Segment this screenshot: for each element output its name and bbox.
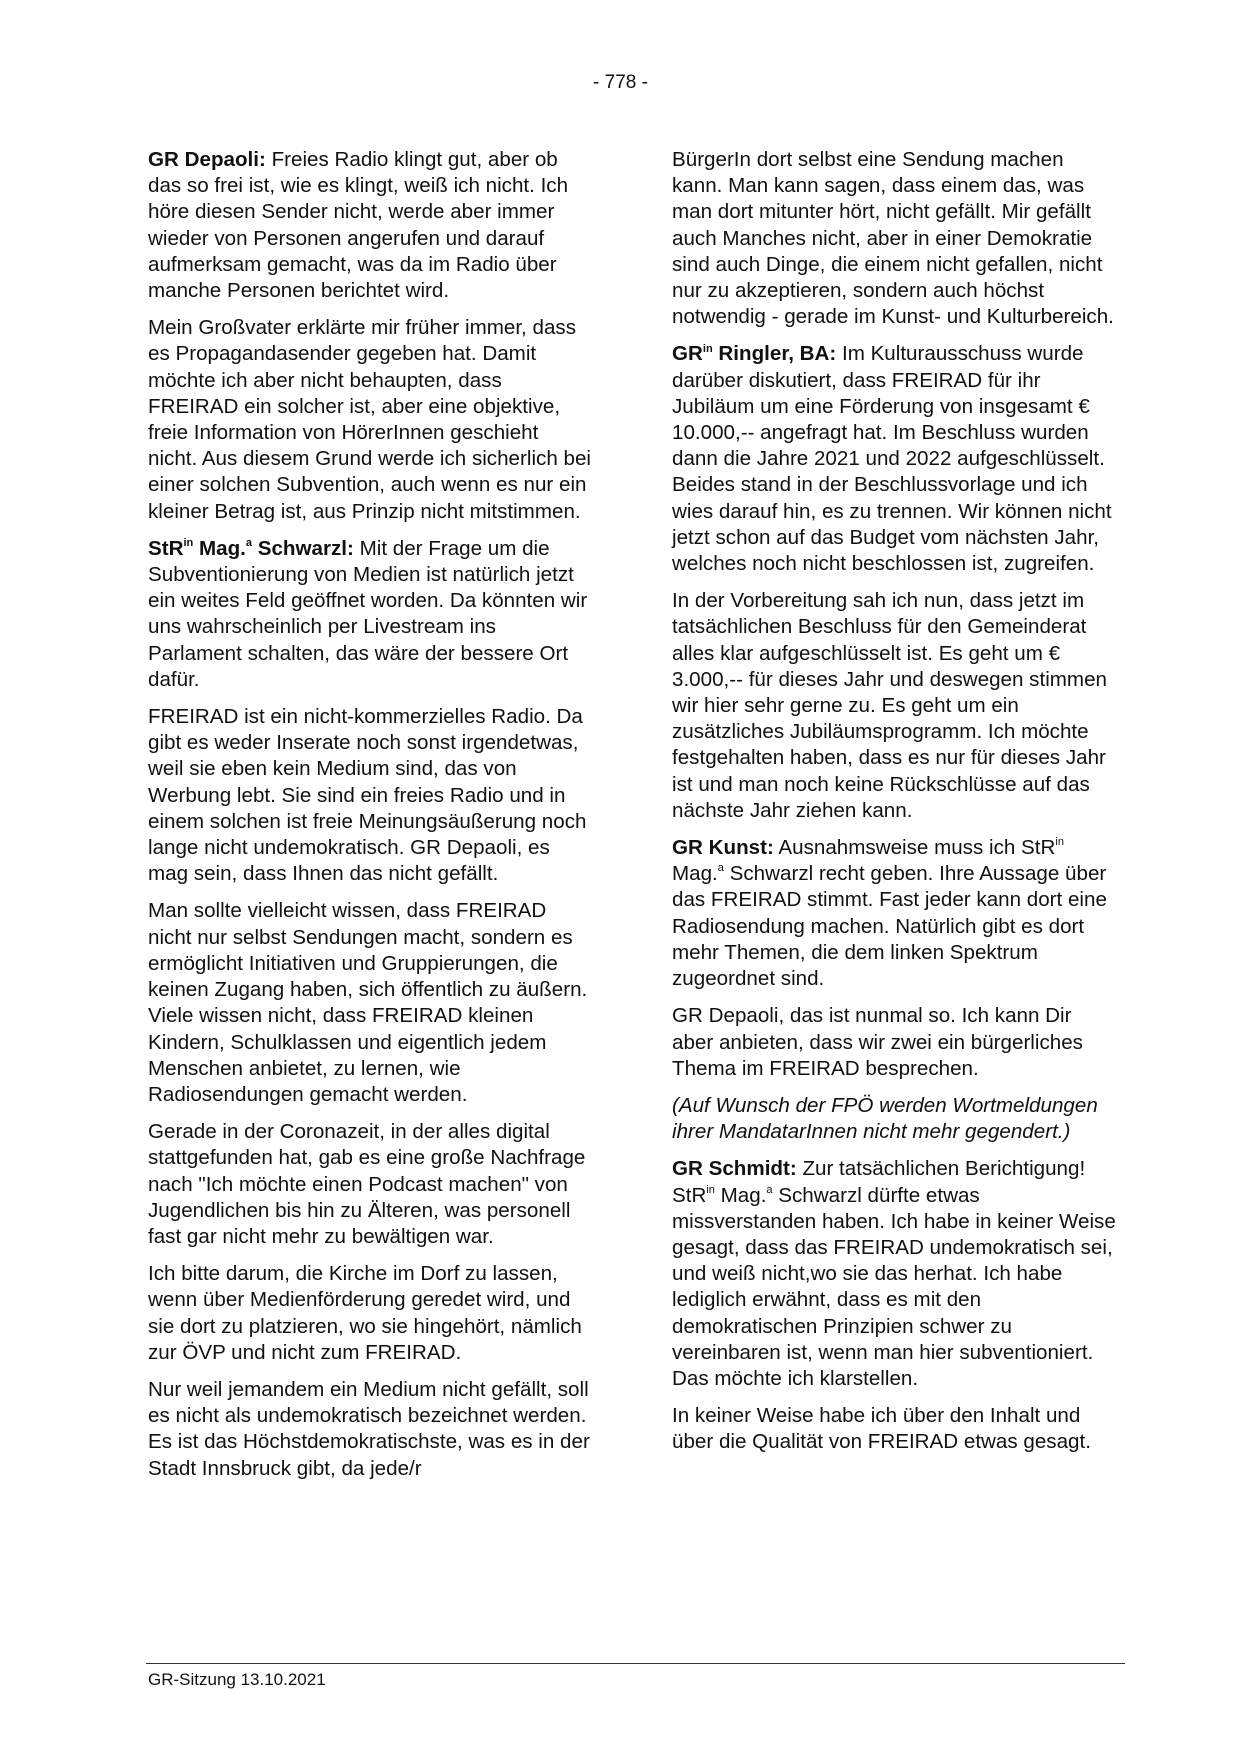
speaker-name: $GR^{in}$ Ringler, BA: bbox=[672, 342, 837, 366]
paragraph: GR Depaoli, das ist nunmal so. Ich kann Dir aber anbieten, dass wir zwei ein bürgerliches Thema im FREIRAD besprechen. bbox=[672, 1004, 1083, 1080]
paragraph-schmidt: GR Schmidt: Zur tatsächlichen Berichtigung! StR$^{in}$ Mag.$^a$ Schwarzl dürfte etwas missverstanden haben. Ich habe in keiner Weise gesagt, dass das FREIRAD undemokratisch sei, und weiß nicht,wo sie das herhat. Ich habe lediglich erwähnt, dass es mit den demokratischen Prinzipien schwer zu vereinbaren ist, wenn man hier subventioniert. Das möchte ich klarstellen. bbox=[672, 1157, 1116, 1390]
paragraph: Nur weil jemandem ein Medium nicht gefällt, soll es nicht als undemokratisch bezeichnet werden. Es ist das Höchstdemokratischste, was es in der Stadt Innsbruck gibt, da jede/r bbox=[148, 1377, 590, 1480]
paragraph: In der Vorbereitung sah ich nun, dass jetzt im tatsächlichen Beschluss für den Gemeinderat alles klar aufgeschlüsselt ist. Es geht um € 3.000,-- für dieses Jahr und deswegen stimmen wir hier sehr gerne zu. Es geht um ein zusätzliches Jubiläumsprogramm. Ich möchte festgehalten haben, dass es nur für dieses Jahr ist und man noch keine Rückschlüsse auf das nächste Jahr ziehen kann. bbox=[672, 589, 1107, 822]
paragraph-ringler: $GR^{in}$ Ringler, BA: Im Kulturausschuss wurde darüber diskutiert, dass FREIRAD für ihr Jubiläum um eine Förderung von insgesamt € 10.000,-- angefragt hat. Im Beschluss wurden dann die Jahre 2021 und 2022 aufgeschlüsselt. Beides stand in der Beschlussvorlage und ich wies darauf hin, es zu trennen. Wir können nicht jetzt schon auf das Budget vom nächsten Jahr, welches noch nicht beschlossen ist, zugreifen. bbox=[672, 342, 1112, 576]
italic-note: (Auf Wunsch der FPÖ werden Wortmeldungen ihrer MandatarInnen nicht mehr gegendert.) bbox=[672, 1093, 1098, 1144]
paragraph: Mein Großvater erklärte mir früher immer, dass es Propagandasender gegeben hat. Damit möchte ich aber nicht behaupten, dass FREIRAD ein solcher ist, aber eine objektive, freie Information von HörerInnen geschieht nicht. Aus diesem Grund werde ich sicherlich bei einer solchen Subvention, auch wenn es nur ein kleiner Betrag ist, aus Prinzip nicht mitstimmen. bbox=[148, 316, 591, 523]
paragraph: Man sollte vielleicht wissen, dass FREIRAD nicht nur selbst Sendungen macht, sondern es ermöglicht Initiativen und Gruppierungen, die keinen Zugang haben, sich öffentlich zu äußern. Viele wissen nicht, dass FREIRAD kleinen Kindern, Schulklassen und eigentlich jedem Menschen anbietet, zu lernen, wie Radiosendungen gemacht werden. bbox=[148, 899, 588, 1106]
footer-divider bbox=[146, 1663, 1125, 1664]
footer-text: GR-Sitzung 13.10.2021 bbox=[148, 1670, 326, 1689]
paragraph: FREIRAD ist ein nicht-kommerzielles Radio. Da gibt es weder Inserate noch sonst irgendetwas, weil sie eben kein Medium sind, das von Werbung lebt. Sie sind ein freies Radio und in einem solchen ist freie Meinungsäußerung noch lange nicht undemokratisch. GR Depaoli, es mag sein, dass Ihnen das nicht gefällt. bbox=[148, 705, 587, 886]
speaker-name: GR Schmidt: bbox=[672, 1157, 797, 1181]
paragraph-depaoli: GR Depaoli: Freies Radio klingt gut, aber ob das so frei ist, wie es klingt, weiß ich nicht. Ich höre diesen Sender nicht, werde aber immer wieder von Personen angerufen und darauf aufmerksam gemacht, was da im Radio über manche Personen berichtet wird. bbox=[148, 148, 569, 303]
page-number: - 778 - bbox=[593, 72, 648, 93]
speaker-name: GR Depaoli: bbox=[148, 148, 266, 171]
right-column bbox=[672, 147, 1117, 1467]
paragraph: In keiner Weise habe ich über den Inhalt und über die Qualität von FREIRAD etwas gesagt. bbox=[672, 1404, 1091, 1454]
speaker-name: StR$^{in}$ Mag.$^a$ Schwarzl: bbox=[148, 536, 354, 560]
paragraph: Ich bitte darum, die Kirche im Dorf zu lassen, wenn über Medienförderung geredet wird, und sie dort zu platzieren, wo sie hingehört, nämlich zur ÖVP und nicht zum FREIRAD. bbox=[148, 1262, 582, 1364]
paragraph-schwarzl: StR$^{in}$ Mag.$^a$ Schwarzl: Mit der Frage um die Subventionierung von Medien ist natürlich jetzt ein weites Feld geöffnet worden. Da könnten wir uns wahrscheinlich per Livestream ins Parlament schalten, das wäre der bessere Ort dafür. bbox=[148, 536, 588, 691]
paragraph: Gerade in der Coronazeit, in der alles digital stattgefunden hat, gab es eine große Nachfrage nach "Ich möchte einen Podcast machen" von Jugendlichen bis hin zu Älteren, was personell fast gar nicht mehr zu bewältigen war. bbox=[148, 1120, 586, 1248]
paragraph-kunst: GR Kunst: Ausnahmsweise muss ich StR$^{in}$ Mag.$^a$ Schwarzl recht geben. Ihre Aussage über das FREIRAD stimmt. Fast jeder kann dort eine Radiosendung machen. Natürlich gibt es dort mehr Themen, die dem linken Spektrum zugeordnet sind. bbox=[672, 836, 1107, 991]
left-column bbox=[148, 147, 593, 1493]
paragraph: BürgerIn dort selbst eine Sendung machen kann. Man kann sagen, dass einem das, was man dort mitunter hört, nicht gefällt. Mir gefällt auch Manches nicht, aber in einer Demokratie sind auch Dinge, die einem nicht gefallen, nicht nur zu akzeptieren, sondern auch höchst notwendig - gerade im Kunst- und Kulturbereich. bbox=[672, 148, 1114, 329]
speaker-name: GR Kunst: bbox=[672, 836, 774, 860]
